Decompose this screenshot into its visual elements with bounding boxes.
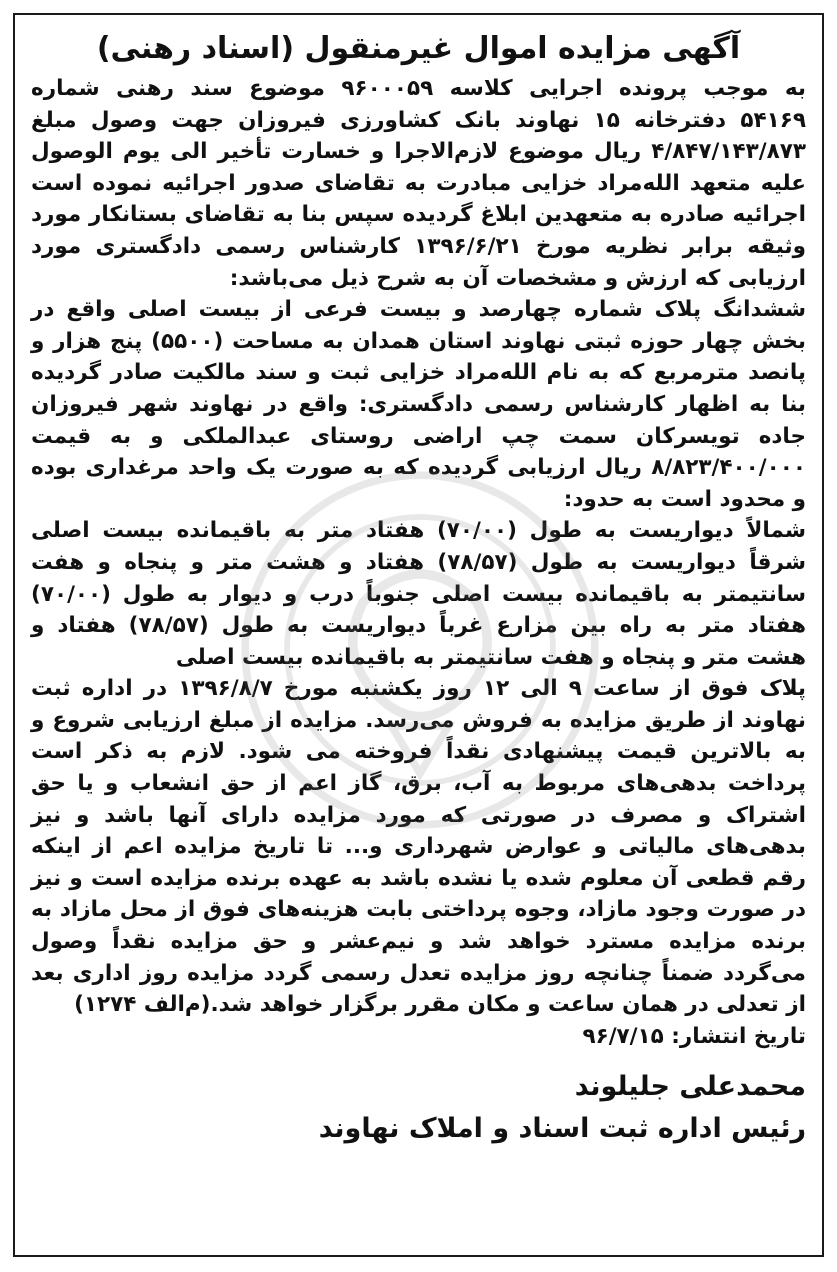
publish-date: تاریخ انتشار: ۹۶/۷/۱۵ — [582, 1023, 806, 1049]
legal-notice — [13, 13, 824, 1257]
notice-paragraph-boundaries: شمالاً دیواریست به طول (۷۰/۰۰) هفتاد متر به باقیمانده بیست اصلی شرقاً دیواریست به طول (۷۸/۵۷) هفتاد و هشت متر و پنجاه و هفت سانتیمتر به باقیمانده بیست اصلی جنوباً درب و دیوار به طول (۷۰/۰۰) هفتاد متر به راه بین مزارع غرباً دیواریست به طول (۷۸/۵۷) هفتاد و هشت متر و پنجاه و هفت سانتیمتر به باقیمانده بیست اصلی — [31, 518, 806, 670]
notice-paragraph-case: به موجب پرونده اجرایی کلاسه ۹۶۰۰۰۵۹ موضوع سند رهنی شماره ۵۴۱۶۹ دفترخانه ۱۵ نهاوند بانک کشاورزی فیروزان جهت وصول مبلغ ۴/۸۴۷/۱۴۳/۸۷۳ ریال موضوع لازم‌الاجرا و خسارت تأخیر الی یوم الوصول علیه متعهد الله‌مراد خزایی مبادرت به تقاضای صدور اجرائیه نموده است اجرائیه صادره به متعهدین ابلاغ گردیده سپس بنا به تقاضای بستانکار مورد وثیقه برابر نظریه مورخ ۱۳۹۶/۶/۲۱ کارشناس رسمی دادگستری مورد ارزیابی که ارزش و مشخصات آن به شرح ذیل می‌باشد: — [31, 76, 806, 291]
notice-title: آگهی مزایده اموال غیرمنقول (اسناد رهنی) — [96, 31, 741, 66]
signatory-title: رئیس اداره ثبت اسناد و املاک نهاوند — [318, 1112, 806, 1144]
notice-paragraph-auction-terms: پلاک فوق از ساعت ۹ الی ۱۲ روز یکشنبه مورخ ۱۳۹۶/۸/۷ در اداره ثبت نهاوند از طریق مزایده به فروش می‌رسد. مزایده از مبلغ ارزیابی شروع و به بالاترین قیمت پیشنهادی نقداً فروخته می شود. لازم به ذکر است پرداخت بدهی‌های مربوط به آب، برق، گاز اعم از حق انشعاب و یا حق اشتراک و مصرف در صورتی که مورد مزایده دارای آنها باشد و نیز بدهی‌های مالیاتی و عوارض شهرداری و... تا تاریخ مزایده اعم از اینکه رقم قطعی آن معلوم شده یا نشده باشد به عهده برنده مزایده است و نیز در صورت وجود مازاد، وجوه پرداختی بابت هزینه‌های فوق از محل مازاد به برنده مزایده مسترد خواهد شد و نیم‌عشر و حق مزایده نقداً وصول می‌گردد ضمناً چنانچه روز مزایده تعدل رسمی گردد مزایده روز اداری بعد از تعدلی در همان ساعت و مکان مقرر برگزار خواهد شد.(م‌الف ۱۲۷۴) — [31, 676, 806, 1018]
notice-paragraph-property: ششدانگ پلاک شماره چهارصد و بیست فرعی از بیست اصلی واقع در بخش چهار حوزه ثبتی نهاوند استان همدان به مساحت (۵۵۰۰) پنج هزار و پانصد مترمربع که به نام الله‌مراد خزایی ثبت و سند مالکیت صادر گردیده بنا به اظهار کارشناس رسمی دادگستری: واقع در نهاوند شهر فیروزان جاده تویسرکان سمت چپ اراضی روستای عبدالملکی و به قیمت ۸/۸۲۳/۴۰۰/۰۰۰ ریال ارزیابی گردیده که به صورت یک واحد مرغداری بوده و محدود است به حدود: — [31, 297, 806, 512]
signature-block — [31, 1067, 806, 1151]
signatory-name: محمدعلی جلیلوند — [574, 1070, 806, 1102]
